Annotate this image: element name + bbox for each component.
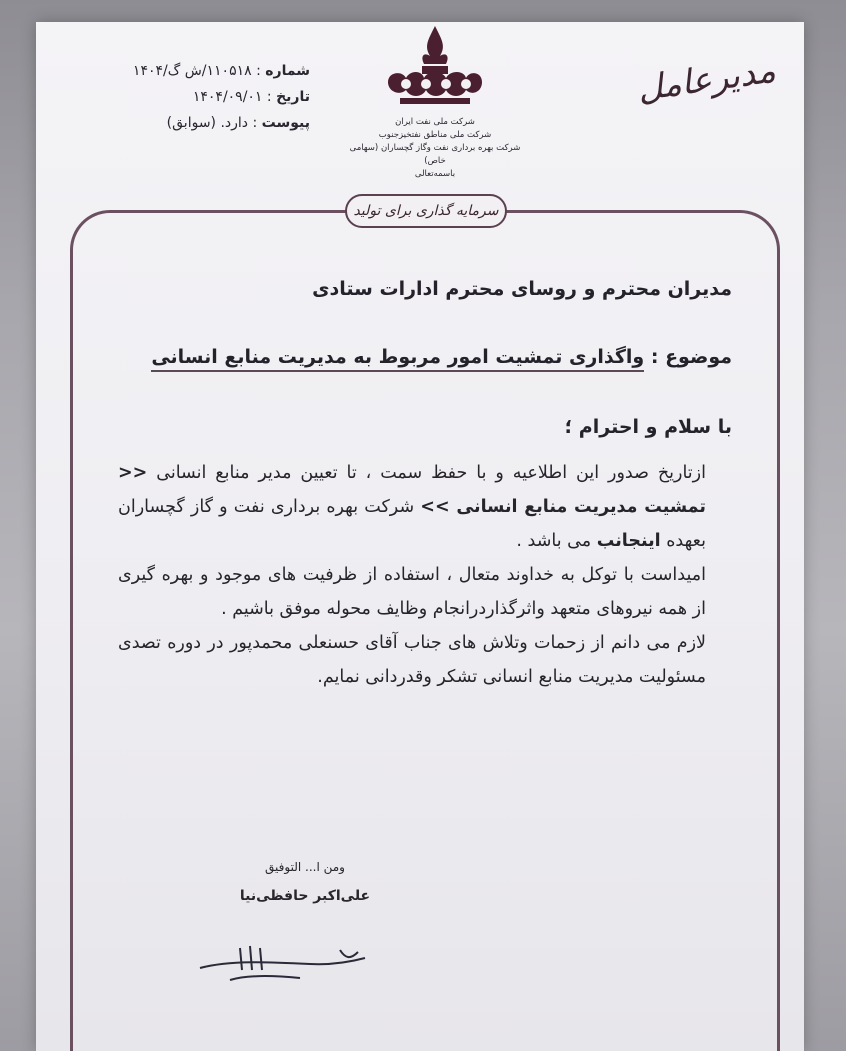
p1-mid: شرکت بهره برداری نفت و گاز گچساران بعهده bbox=[118, 497, 706, 551]
p1-end: می باشد . bbox=[516, 531, 592, 551]
number-label: شماره bbox=[265, 63, 310, 79]
slogan-badge: سرمایه گذاری برای تولید bbox=[345, 194, 507, 228]
date-label: تاریخ bbox=[276, 89, 310, 105]
logo-line-4: باسمه‌تعالی bbox=[414, 169, 456, 179]
logo-line-3: شرکت بهره برداری نفت وگاز گچساران (سهامی خاص) bbox=[349, 143, 521, 166]
company-logo-block bbox=[340, 22, 530, 181]
handwritten-signature-icon bbox=[190, 940, 370, 990]
subject-label: موضوع : bbox=[650, 346, 732, 368]
attachment-value: دارد. (سوابق) bbox=[166, 115, 249, 131]
closing-phrase: ومن ا... التوفیق bbox=[265, 860, 345, 874]
greeting: با سلام و احترام ؛ bbox=[564, 416, 732, 438]
p1-start: ازتاریخ صدور این اطلاعیه و با حفظ سمت ، تا تعیین مدیر منابع انسانی bbox=[156, 463, 706, 483]
number-value: ۱۱۰۵۱۸/ش گ/۱۴۰۴ bbox=[132, 63, 252, 79]
date-value: ۱۴۰۴/۰۹/۰۱ bbox=[192, 89, 263, 105]
logo-line-1: شرکت ملی نفت ایران bbox=[395, 117, 475, 127]
subject-line bbox=[151, 346, 732, 368]
attachment-label: پیوست bbox=[261, 115, 310, 131]
letter-metadata bbox=[100, 58, 310, 136]
closing-block bbox=[220, 860, 390, 904]
date-row: تاریخ : ۱۴۰۴/۰۹/۰۱ bbox=[192, 89, 310, 105]
flame-logo-icon bbox=[380, 22, 490, 112]
side-title: مدیرعامل bbox=[635, 50, 779, 110]
signer-name: علی‌اکبر حافظی‌نیا bbox=[239, 888, 371, 904]
logo-line-2: شرکت ملی مناطق نفتخیزجنوب bbox=[378, 130, 492, 140]
number-row: شماره : ۱۱۰۵۱۸/ش گ/۱۴۰۴ bbox=[132, 63, 310, 79]
addressee: مدیران محترم و روسای محترم ادارات ستادی bbox=[312, 278, 732, 300]
paragraph-1 bbox=[118, 456, 706, 558]
p1-bold2: اینجانب bbox=[596, 531, 661, 551]
paragraph-2: امیداست با توکل به خداوند متعال ، استفاده از ظرفیت های موجود و بهره گیری از همه نیروهای متعهد واثرگذاردرانجام وظایف محوله موفق باشیم . bbox=[118, 565, 706, 619]
attachment-row: پیوست : دارد. (سوابق) bbox=[166, 115, 310, 131]
paragraph-3: لازم می دانم از زحمات وتلاش های جناب آقای حسنعلی محمدپور در دوره تصدی مسئولیت مدیریت منابع انسانی تشکر وقدردانی نمایم. bbox=[118, 633, 706, 687]
p1-bold: << تمشیت مدیریت منابع انسانی >> bbox=[118, 463, 706, 517]
letter-body bbox=[118, 456, 706, 694]
subject-value: واگذاری تمشیت امور مربوط به مدیریت منابع انسانی bbox=[151, 346, 644, 372]
